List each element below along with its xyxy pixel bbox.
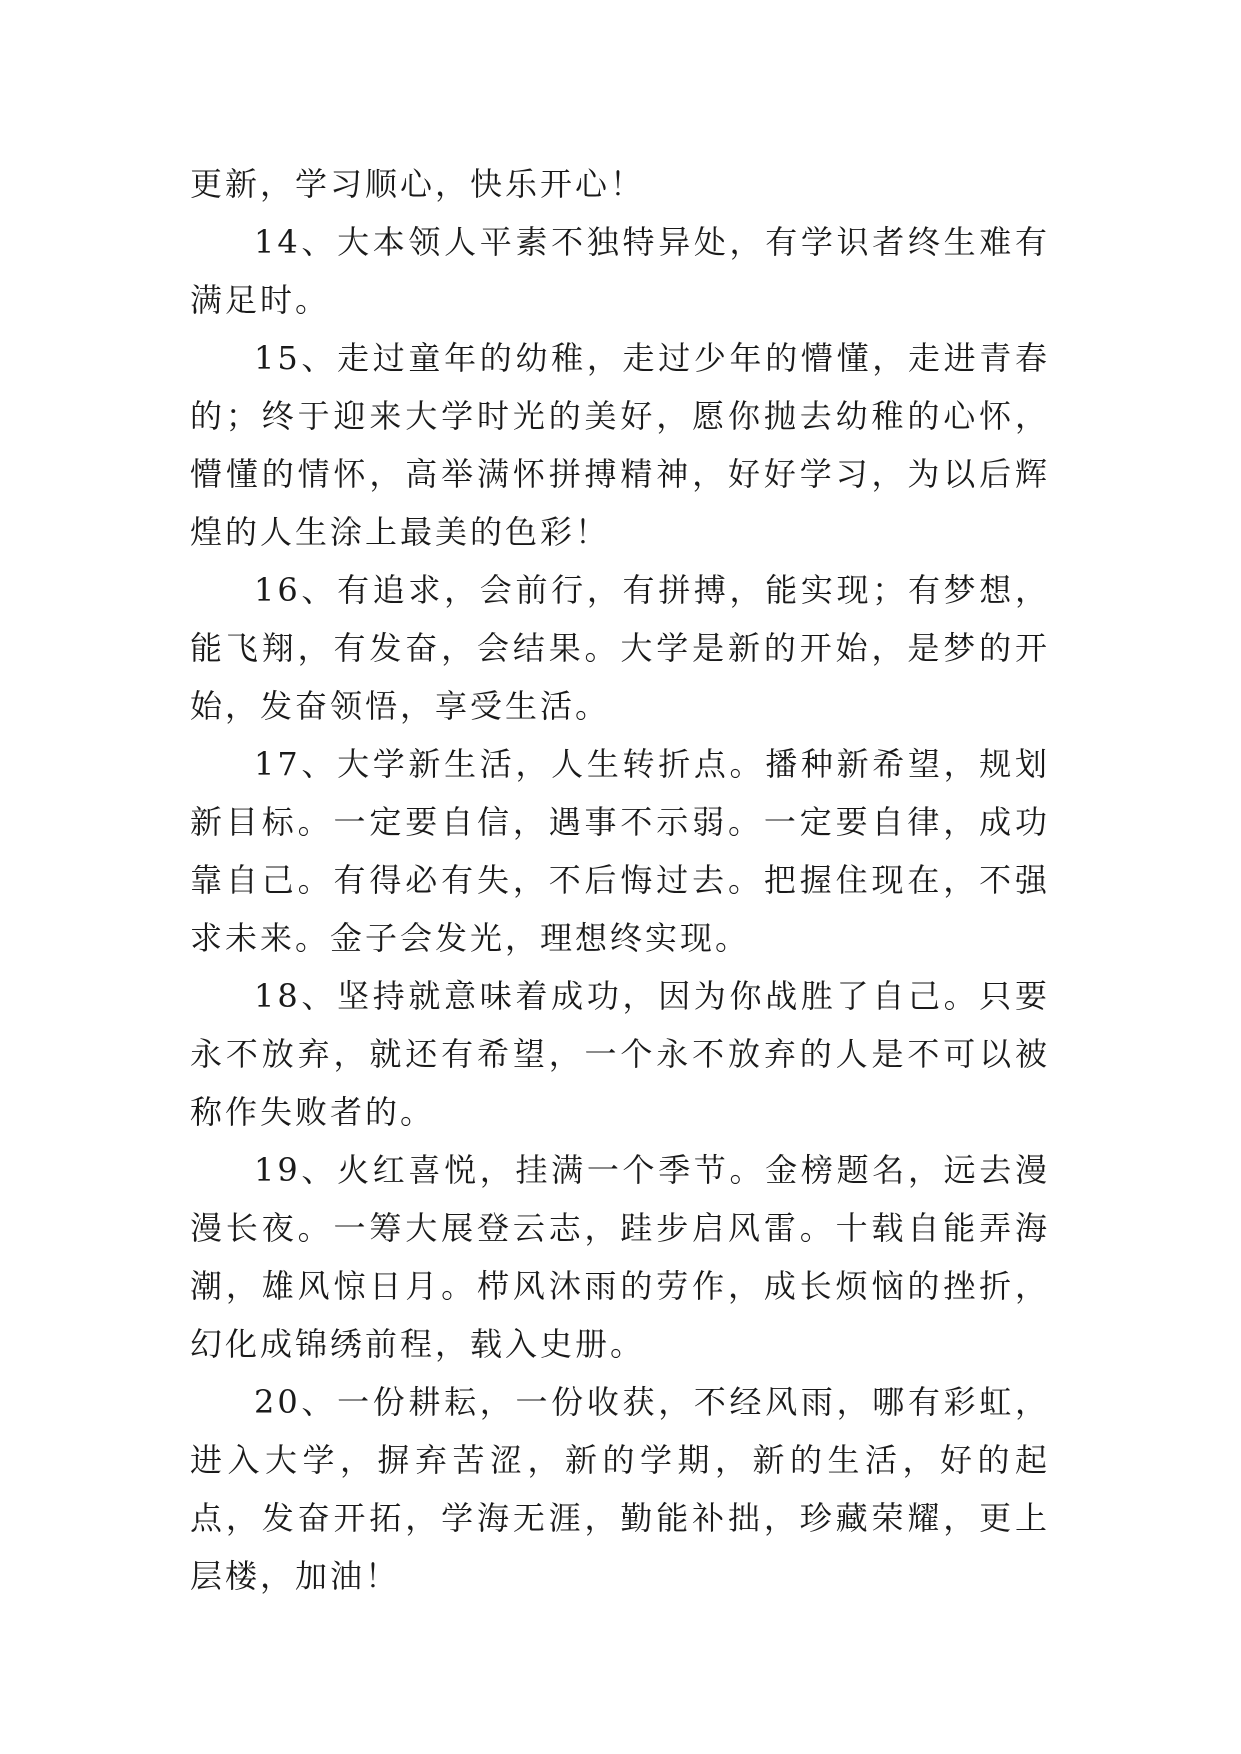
- paragraph-16: 16、有追求，会前行，有拼搏，能实现；有梦想，能飞翔，有发奋，会结果。大学是新的开始，是梦的开始，发奋领悟，享受生活。: [190, 571, 1050, 725]
- paragraph-19: 19、火红喜悦，挂满一个季节。金榜题名，远去漫漫长夜。一筹大展登云志，跬步启风雷。十载自能弄海潮，雄风惊日月。栉风沐雨的劳作，成长烦恼的挫折，幻化成锦绣前程，载入史册。: [190, 1151, 1050, 1363]
- paragraph-14: 14、大本领人平素不独特异处，有学识者终生难有满足时。: [190, 223, 1050, 319]
- paragraph-17: 17、大学新生活，人生转折点。播种新希望，规划新目标。一定要自信，遇事不示弱。一定要自律，成功靠自己。有得必有失，不后悔过去。把握住现在，不强求未来。金子会发光，理想终实现。: [190, 745, 1050, 957]
- paragraph-continuation: 更新，学习顺心，快乐开心！: [190, 165, 646, 203]
- paragraph-20: 20、一份耕耘，一份收获，不经风雨，哪有彩虹，进入大学，摒弃苦涩，新的学期，新的生活，好的起点，发奋开拓，学海无涯，勤能补拙，珍藏荣耀，更上层楼，加油！: [190, 1383, 1050, 1595]
- paragraph-18: 18、坚持就意味着成功，因为你战胜了自己。只要永不放弃，就还有希望，一个永不放弃的人是不可以被称作失败者的。: [190, 977, 1050, 1131]
- paragraph-15: 15、走过童年的幼稚，走过少年的懵懂，走进青春的；终于迎来大学时光的美好，愿你抛去幼稚的心怀，懵懂的情怀，高举满怀拼搏精神，好好学习，为以后辉煌的人生涂上最美的色彩！: [190, 339, 1050, 551]
- document-page: [190, 155, 1050, 1605]
